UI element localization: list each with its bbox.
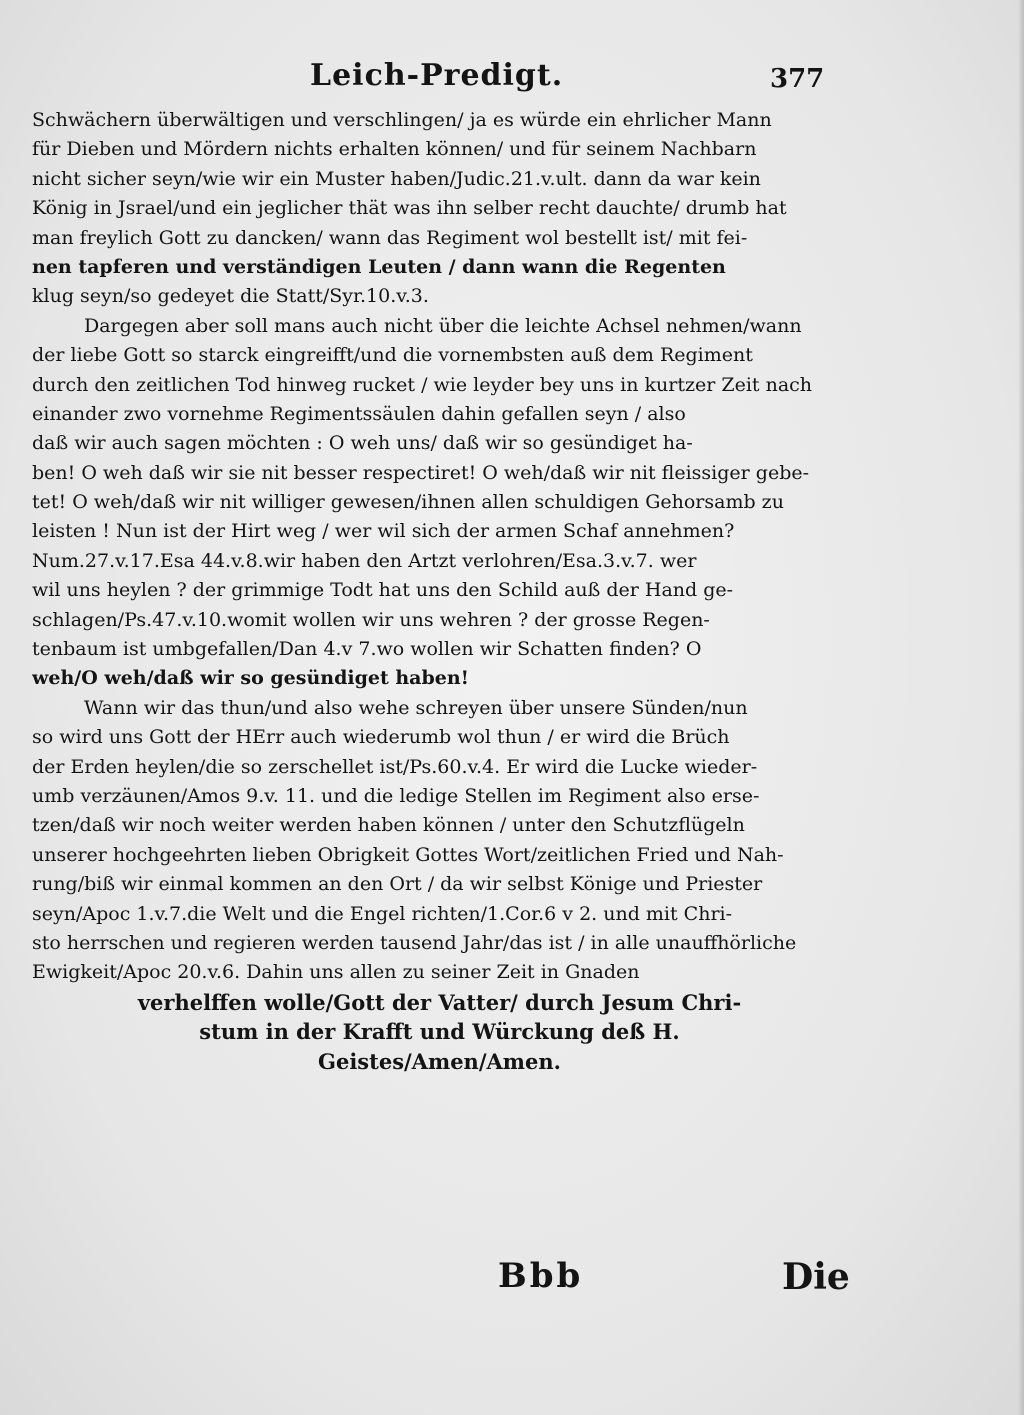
text-line: schlagen/Ps.47.v.10.womit wollen wir uns wehren ? der grosse Regen- xyxy=(32,608,710,631)
text-line: rung/biß wir einmal kommen an den Ort / da wir selbst Könige und Priester xyxy=(32,873,763,896)
text-line: durch den zeitlichen Tod hinweg rucket / wie leyder bey uns in kurtzer Zeit nach xyxy=(32,373,813,396)
text-line: tet! O weh/daß wir nit williger gewesen/ihnen allen schuldigen Gehorsamb zu xyxy=(32,491,784,514)
text-line: umb verzäunen/Amos 9.v. 11. und die ledige Stellen im Regiment also erse- xyxy=(32,784,760,807)
sermon-body-text xyxy=(32,106,847,1076)
text-line: nicht sicher seyn/wie wir ein Muster haben/Judic.21.v.ult. dann da war kein xyxy=(32,167,761,190)
text-line: Schwächern überwältigen und verschlingen/ ja es würde ein ehrlicher Mann xyxy=(32,109,772,131)
text-line: unserer hochgeehrten lieben Obrigkeit Gottes Wort/zeitlichen Fried und Nah- xyxy=(32,843,784,866)
text-line: tzen/daß wir noch weiter werden haben können / unter den Schutzflügeln xyxy=(32,814,745,837)
scan-edge-shadow xyxy=(1018,0,1024,1415)
text-line: daß wir auch sagen möchten : O weh uns/ daß wir so gesündiget ha- xyxy=(32,432,693,455)
text-line: Ewigkeit/Apoc 20.v.6. Dahin uns allen zu seiner Zeit in Gnaden xyxy=(32,961,640,984)
page-header xyxy=(0,58,1024,98)
catchword: Die xyxy=(782,1256,850,1298)
text-line: wil uns heylen ? der grimmige Todt hat uns den Schild auß der Hand ge- xyxy=(32,579,734,602)
text-line: nen tapferen und verständigen Leuten / dann wann die Regenten xyxy=(32,255,726,278)
text-line: einander zwo vornehme Regimentssäulen dahin gefallen seyn / also xyxy=(32,402,686,425)
text-line: weh/O weh/daß wir so gesündiget haben! xyxy=(32,667,470,690)
signature-mark: Bbb xyxy=(498,1256,584,1296)
text-line: Geistes/Amen/Amen. xyxy=(318,1048,561,1074)
text-line: König in Jsrael/und ein jeglicher thät was ihn selber recht dauchte/ drumb hat xyxy=(32,197,787,220)
text-line: der liebe Gott so starck eingreifft/und die vornembsten auß dem Regiment xyxy=(32,344,753,367)
text-line: sto herrschen und regieren werden tausend Jahr/das ist / in alle unauffhörliche xyxy=(32,931,797,954)
text-line: leisten ! Nun ist der Hirt weg / wer wil sich der armen Schaf annehmen? xyxy=(32,520,735,543)
text-line: Wann wir das thun/und also wehe schreyen über unsere Sünden/nun xyxy=(84,696,748,719)
text-line: der Erden heylen/die so zerschellet ist/Ps.60.v.4. Er wird die Lucke wieder- xyxy=(32,755,758,778)
text-line: Num.27.v.17.Esa 44.v.8.wir haben den Artzt verlohren/Esa.3.v.7. wer xyxy=(32,549,697,572)
text-line: man freylich Gott zu dancken/ wann das Regiment wol bestellt ist/ mit fei- xyxy=(32,226,748,249)
text-line: tenbaum ist umbgefallen/Dan 4.v 7.wo wollen wir Schatten finden? O xyxy=(32,638,702,661)
text-line: so wird uns Gott der HErr auch wiederumb wol thun / er wird die Brüch xyxy=(32,726,730,749)
bleed-through-texture xyxy=(60,1120,820,1240)
text-line: Dargegen aber soll mans auch nicht über die leichte Achsel nehmen/wann xyxy=(84,314,802,337)
text-line: ben! O weh daß wir sie nit besser respectiret! O weh/daß wir nit fleissiger gebe- xyxy=(32,461,810,484)
running-title: Leich-Predigt. xyxy=(310,58,564,93)
text-line: für Dieben und Mördern nichts erhalten können/ und für seinem Nachbarn xyxy=(32,138,757,161)
page-number: 377 xyxy=(770,64,825,94)
text-line: klug seyn/so gedeyet die Statt/Syr.10.v.3. xyxy=(32,285,429,308)
page-footer xyxy=(0,1248,1024,1308)
text-line: verhelffen wolle/Gott der Vatter/ durch Jesum Chri- xyxy=(137,989,742,1015)
text-line: seyn/Apoc 1.v.7.die Welt und die Engel richten/1.Cor.6 v 2. und mit Chri- xyxy=(32,902,733,925)
text-line: stum in der Krafft und Würckung deß H. xyxy=(199,1019,680,1045)
